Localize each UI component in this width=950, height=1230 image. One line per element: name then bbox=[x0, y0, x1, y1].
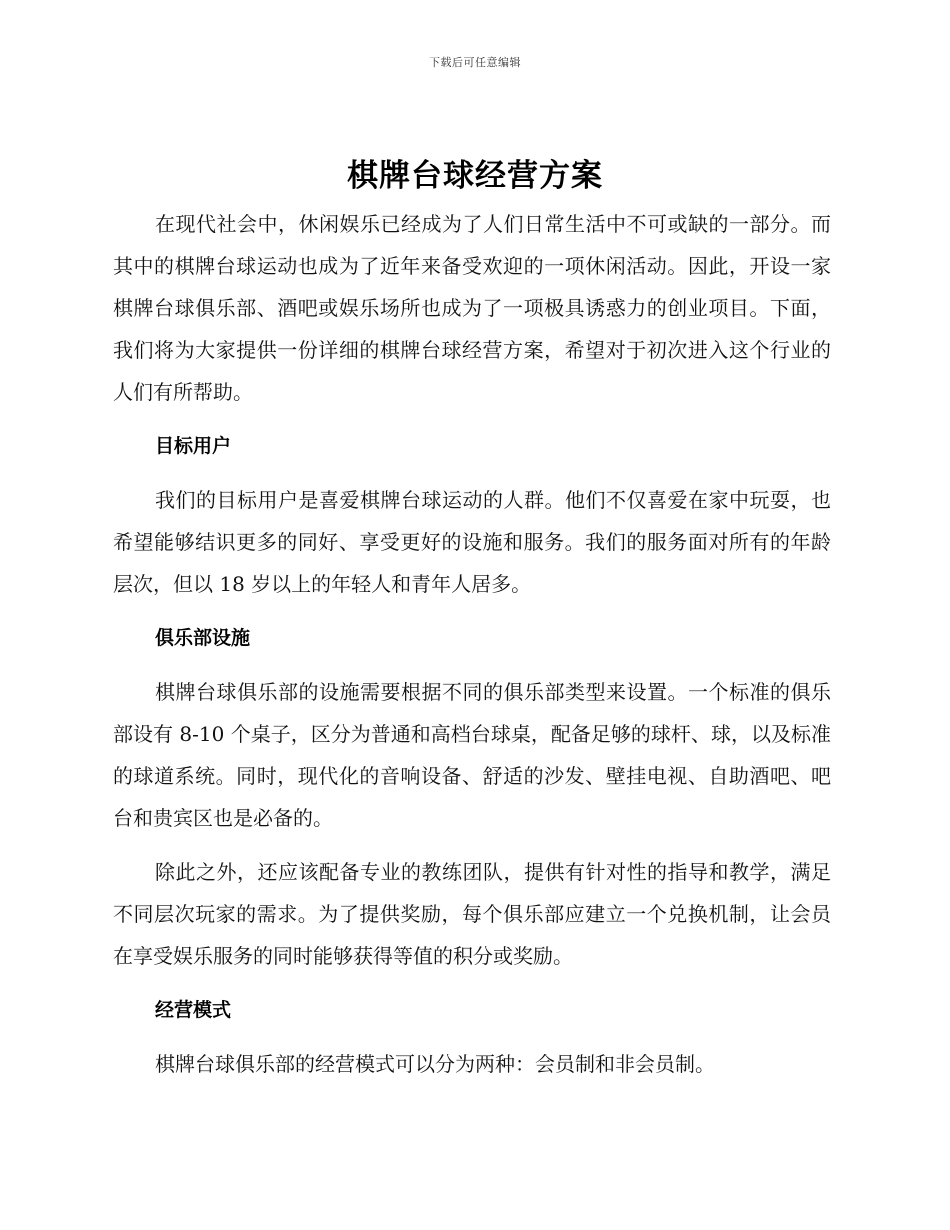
section-heading-target-users: 目标用户 bbox=[155, 435, 232, 457]
intro-paragraph: 在现代社会中，休闲娱乐已经成为了人们日常生活中不可或缺的一部分。而其中的棋牌台球运动也成为了近年来备受欢迎的一项休闲活动。因此，开设一家棋牌台球俱乐部、酒吧或娱乐场所也成为了一项极具诱惑力的创业项目。下面，我们将为大家提供一份详细的棋牌台球经营方案，希望对于初次进入这个行业的人们有所帮助。 bbox=[113, 212, 831, 404]
header-note: 下载后可任意编辑 bbox=[429, 56, 521, 69]
section-heading-business-model: 经营模式 bbox=[155, 999, 232, 1021]
document-body bbox=[113, 203, 831, 1097]
section-paragraph: 棋牌台球俱乐部的经营模式可以分为两种：会员制和非会员制。 bbox=[155, 1052, 715, 1076]
section-paragraph: 我们的目标用户是喜爱棋牌台球运动的人群。他们不仅喜爱在家中玩耍，也希望能够结识更多的同好、享受更好的设施和服务。我们的服务面对所有的年龄层次，但以 18 岁以上的年轻人和青年人居多。 bbox=[113, 488, 831, 596]
section-paragraph: 棋牌台球俱乐部的设施需要根据不同的俱乐部类型来设置。一个标准的俱乐部设有 8-10 个桌子，区分为普通和高档台球桌，配备足够的球杆、球，以及标准的球道系统。同时，现代化的音响设备、舒适的沙发、壁挂电视、自助酒吧、吧台和贵宾区也是必备的。 bbox=[113, 680, 831, 830]
section-paragraph: 除此之外，还应该配备专业的教练团队，提供有针对性的指导和教学，满足不同层次玩家的需求。为了提供奖励，每个俱乐部应建立一个兑换机制，让会员在享受娱乐服务的同时能够获得等值的积分或奖励。 bbox=[113, 860, 831, 968]
section-heading-club-facilities: 俱乐部设施 bbox=[155, 627, 251, 649]
document-title: 棋牌台球经营方案 bbox=[347, 158, 603, 194]
